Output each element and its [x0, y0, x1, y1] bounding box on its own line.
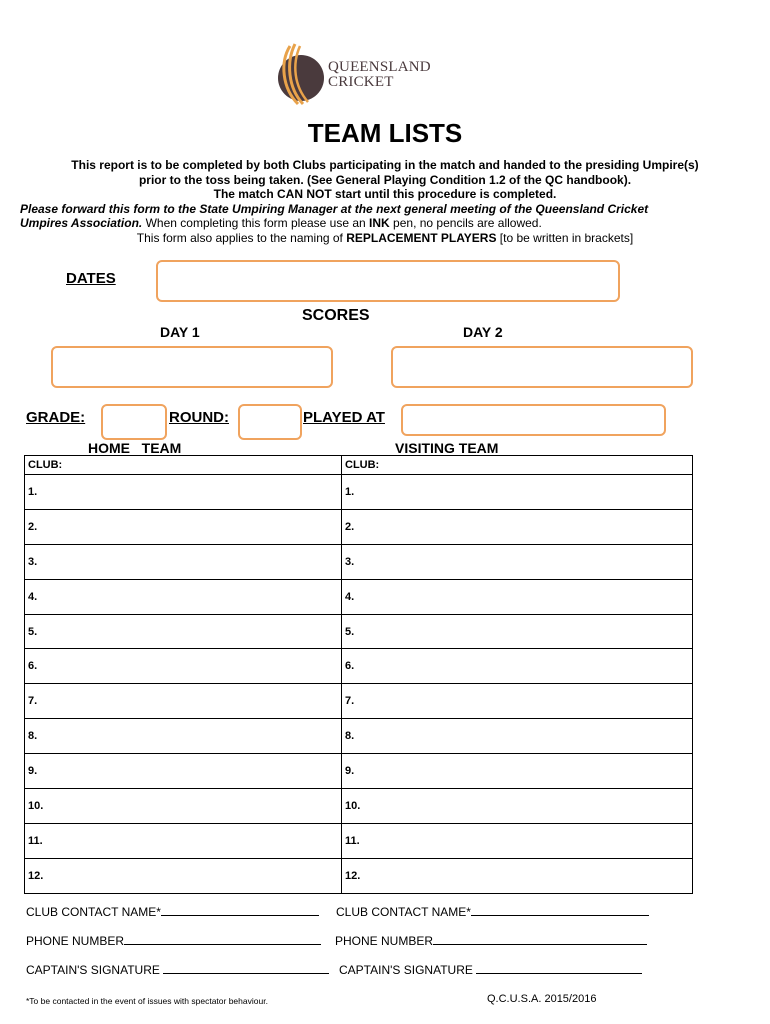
- dates-label: DATES: [66, 270, 116, 287]
- visiting-player-8[interactable]: 8.: [345, 730, 355, 743]
- visiting-club-field[interactable]: CLUB:: [345, 459, 380, 471]
- visiting-player-11[interactable]: 11.: [345, 834, 360, 847]
- home-player-12[interactable]: 12.: [28, 869, 44, 882]
- table-row: [25, 544, 692, 579]
- home-player-10[interactable]: 10.: [28, 799, 44, 812]
- home-player-7[interactable]: 7.: [28, 695, 38, 708]
- instructions-line-1: This report is to be completed by both Clubs participating in the match and handed to the presiding Umpire(s): [71, 158, 699, 172]
- table-row: [25, 648, 692, 683]
- logo-line1: QUEENSLAND: [328, 59, 431, 75]
- grade-label: GRADE:: [26, 409, 86, 426]
- table-row: [25, 579, 692, 614]
- visiting-team-label: VISITING TEAM: [395, 440, 499, 456]
- replacement-text-b: [to be written in brackets]: [496, 230, 634, 245]
- day1-label: DAY 1: [160, 324, 200, 340]
- phone-label: PHONE NUMBER: [26, 934, 125, 948]
- visiting-phone-line[interactable]: [433, 933, 647, 945]
- table-row: [25, 858, 692, 893]
- captain-signature-label: CAPTAIN'S SIGNATURE: [26, 963, 160, 977]
- home-phone-field[interactable]: [26, 933, 321, 948]
- instructions-line-2: prior to the toss being taken. (See General Playing Condition 1.2 of the QC handbook).: [138, 172, 632, 187]
- logo-line2: CRICKET: [328, 74, 394, 90]
- page-title: TEAM LISTS: [307, 118, 463, 148]
- form-reference: Q.C.U.S.A. 2015/2016: [487, 993, 597, 1005]
- phone-label: PHONE NUMBER: [335, 934, 434, 948]
- instructions-line-6: [0, 231, 770, 246]
- day2-label: DAY 2: [463, 324, 503, 340]
- instructions-line-3: The match CAN NOT start until this procedure is completed.: [213, 187, 557, 201]
- home-contact-name-line[interactable]: [161, 904, 319, 916]
- table-row: [25, 823, 692, 858]
- table-row: [25, 788, 692, 823]
- day1-score-field[interactable]: [51, 346, 333, 388]
- table-row: [25, 474, 692, 509]
- visiting-player-5[interactable]: 5.: [345, 625, 355, 638]
- home-player-9[interactable]: 9.: [28, 765, 38, 778]
- home-contact-name-field[interactable]: [26, 904, 319, 919]
- association-text: Umpires Association.: [20, 216, 143, 230]
- day2-score-field[interactable]: [391, 346, 693, 388]
- home-player-11[interactable]: 11.: [28, 834, 43, 847]
- visiting-player-2[interactable]: 2.: [345, 520, 355, 533]
- grade-field[interactable]: [101, 404, 167, 440]
- played-at-label: PLAYED AT: [303, 409, 385, 426]
- visiting-player-1[interactable]: 1.: [345, 485, 355, 498]
- instructions-line-5: [0, 216, 770, 231]
- scores-label: SCORES: [302, 307, 370, 324]
- visiting-contact-name-field[interactable]: [336, 904, 649, 919]
- home-player-4[interactable]: 4.: [28, 590, 38, 603]
- replacement-players-text: REPLACEMENT PLAYERS: [346, 230, 497, 245]
- visiting-player-7[interactable]: 7.: [345, 695, 355, 708]
- captain-signature-label: CAPTAIN'S SIGNATURE: [339, 963, 473, 977]
- home-captain-signature-field[interactable]: [26, 962, 329, 977]
- table-row: [25, 683, 692, 718]
- instructions-line-4: Please forward this form to the State Umpiring Manager at the next general meeting of the Queensland Cricket: [20, 201, 649, 216]
- dates-field[interactable]: [156, 260, 620, 302]
- round-label: ROUND:: [169, 409, 229, 426]
- logo-text: [328, 60, 431, 90]
- contact-name-label: CLUB CONTACT NAME*: [26, 905, 161, 919]
- home-player-3[interactable]: 3.: [28, 555, 38, 568]
- replacement-text-a: This form also applies to the naming of: [136, 230, 347, 245]
- instructions: [0, 158, 770, 245]
- table-row: [25, 614, 692, 649]
- table-row: [25, 718, 692, 753]
- ink-word: INK: [369, 216, 390, 230]
- ink-instruction-b: pen, no pencils are allowed.: [389, 216, 542, 230]
- visiting-player-12[interactable]: 12.: [345, 869, 361, 882]
- visiting-player-3[interactable]: 3.: [345, 555, 355, 568]
- home-player-5[interactable]: 5.: [28, 625, 38, 638]
- round-field[interactable]: [238, 404, 302, 440]
- visiting-player-9[interactable]: 9.: [345, 765, 355, 778]
- table-row: [25, 509, 692, 544]
- footnote: *To be contacted in the event of issues with spectator behaviour.: [26, 996, 268, 1006]
- played-at-field[interactable]: [401, 404, 666, 436]
- home-club-field[interactable]: CLUB:: [28, 459, 63, 471]
- home-team-label: HOME TEAM: [88, 440, 182, 456]
- visiting-captain-signature-line[interactable]: [476, 962, 642, 974]
- home-player-2[interactable]: 2.: [28, 520, 38, 533]
- home-captain-signature-line[interactable]: [163, 962, 329, 974]
- home-phone-line[interactable]: [124, 933, 321, 945]
- queensland-cricket-logo: [276, 42, 446, 106]
- home-player-6[interactable]: 6.: [28, 660, 38, 673]
- visiting-player-6[interactable]: 6.: [345, 660, 355, 673]
- home-player-8[interactable]: 8.: [28, 730, 38, 743]
- home-player-1[interactable]: 1.: [28, 485, 38, 498]
- visiting-player-4[interactable]: 4.: [345, 590, 355, 603]
- visiting-contact-name-line[interactable]: [471, 904, 649, 916]
- table-header-row: [25, 456, 692, 474]
- ink-instruction-a: When completing this form please use an: [142, 216, 370, 230]
- visiting-player-10[interactable]: 10.: [345, 799, 361, 812]
- table-row: [25, 753, 692, 788]
- cricket-ball-icon: [276, 42, 328, 106]
- visiting-phone-field[interactable]: [335, 933, 647, 948]
- contact-name-label: CLUB CONTACT NAME*: [336, 905, 471, 919]
- visiting-captain-signature-field[interactable]: [339, 962, 642, 977]
- team-list-table: [24, 455, 693, 894]
